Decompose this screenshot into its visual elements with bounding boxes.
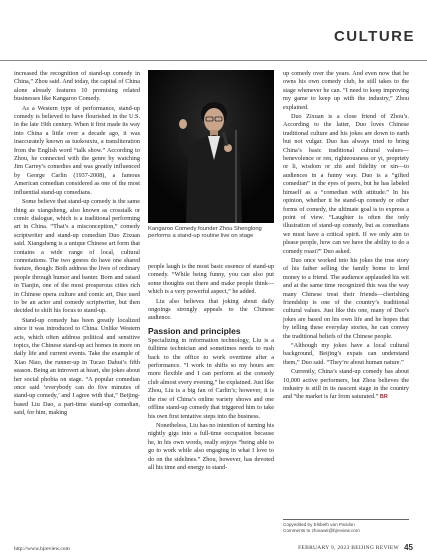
section-subheading: Passion and principles: [148, 325, 241, 336]
performer-photo: [148, 70, 274, 223]
article-column-1: [14, 70, 140, 419]
copyedit-note: [283, 519, 409, 534]
article-column-2: [148, 263, 274, 473]
photo-caption: Kangaroo Comedy founder Zhou Shenglong performs a stand-up routine live on stage: [148, 226, 262, 239]
paragraph: Stand-up comedy has been greatly localized since it was introduced to China. Unlike Western acts, which often address political and sensitive topics, the Chinese stand-up act homes in more on daily life and current events. Take the example of Xiao Niao, the runner-up in Tucao Dahui’s fifth season. Being an introvert at heart, she jokes about her social phobia on stage. “A popular comedian once said ‘everybody can do five minutes of stand-up comedy,’ and I agree with that,” Beijing-based Liu Dao, a part-time stand-up comedian, said, for him, making: [14, 316, 140, 417]
paragraph: “Although my jokes have a local cultural background, Beijing’s expats can understand them,” Duo said. “They’re about human nature.”: [283, 342, 409, 366]
paragraph: up comedy over the years. And even now that he owns his own comedy club, he still takes to the stage whenever he can. “I need to keep improving my game to keep up with the industry,” Zhou explained.: [283, 70, 409, 111]
paragraph: Specializing in information technology, Liu is a fulltime technician and sometimes needs to rush back to the office to work overtime after a performance. “I work in shifts so my hours are more flexible and I can perform at the comedy club almost every evening,” he explained. Just like Zhou, Liu is a big fan of Carlin’s; however, it is the rise of China’s online variety shows and one offline stand-up comedy that triggered him to take his own first tentative steps into the business.: [148, 336, 274, 420]
paragraph: Liu also believes that joking about daily ongoings strongly appeals to the Chinese audience.: [148, 297, 274, 322]
article-end-mark: BR: [379, 394, 388, 401]
paragraph: people laugh is the most basic essence of stand-up comedy. “While being funny, you can also put some thoughts out there and make people think—which is a very powerful aspect,” he added.: [148, 263, 274, 296]
paragraph: Nonetheless, Liu has no intention of turning his nightly gigs into a full-time occupation because he, in his own words, really enjoys “being able to go to work while also engaging in what I love to do on the sidelines.” Zhou, however, has devoted all his time and energy to stand-: [148, 421, 274, 471]
paragraph: [283, 368, 409, 402]
paragraph-text: Currently, China’s stand-up comedy has about 10,000 active performers, but Zhou believes the industry is still in its nascent stage in the country and “the market is far from saturated.”: [283, 368, 409, 401]
page-header: [0, 0, 427, 61]
paragraph: Duo once worked into his jokes the true story of his father selling the family home to lend money to a friend. The audience applauded his wit and at the same time recognized this was the way many Chinese treat their friends—cherishing friendship is one of the country’s traditional cultural values. Just like this one, many of Duo’s jokes are based on his own life and he hopes that by telling these everyday stories, he can convey the traditional beliefs of the Chinese people.: [283, 256, 409, 340]
comments-line: Comments to zhouwei@bjreview.com: [283, 528, 360, 533]
page-number: 45: [404, 543, 413, 552]
paragraph: Some believe that stand-up comedy is the same thing as xiangsheng, also known as crosstalk or comic dialogue, which is a traditional performing art in China. “That’s a misconception,” comedy scriptwriter and stand-up comedian Duo Zixuan said. Xiangsheng is a unique Chinese art form that contains a wide range of local, cultural connotations. The two genres do have one shared feature, though: Both address the lives of ordinary people through humor and banter. Born and raised in Tianjin, one of the most prosperous cities rich in Chinese opera culture and comic art, Duo used to be an actor and comedy scriptwriter, but then decided to shift his focus to stand-up.: [14, 198, 140, 315]
footer-issue-date: FEBRUARY 9, 2023 BEIJING REVIEW: [298, 545, 399, 551]
section-title: CULTURE: [333, 28, 415, 45]
paragraph: Duo Zixuan is a close friend of Zhou’s. According to the latter, Duo loves Chinese traditional culture and his jokes are down to earth but not vulgar. Duo has always tried to bring China’s basic traditional cultural values—benevolence or ren, righteousness or yi, propriety or li, wisdom or zhi and fidelity or xin—to audiences in a funny way. Duo is a “gifted comedian” in the eyes of peers, but he has labeled himself as a “comedian with attitude.” In his opinion, whether it be stand-up comedy or other forms of comedy, the ultimate goal is to express a point of view. “Laughter is often the only illustration of stand-up comedy, but as comedians we must have a critical spirit. If we only aim to please people, how can we have the ability to do a comedy roast?” Duo asked.: [283, 113, 409, 255]
copyeditor-line: Copyedited by Elsbeth van Paridon: [283, 522, 355, 527]
footer-url[interactable]: http://www.bjreview.com: [14, 546, 70, 552]
paragraph: increased the recognition of stand-up comedy in China,” Zhou said. And today, the capital of China alone already features 10 promising related businesses like Kangaroo Comedy.: [14, 70, 140, 103]
paragraph: As a Western type of performance, stand-up comedy is believed to have flourished in the U.S. in the late 19th century. When it first made its way into China a little over a decade ago, it was inaccurately known as tuokouxiu, a transliteration from the English word “talk show.” According to Zhou, he connected with the genre by watching Jim Carrey’s comedies and was greatly influenced by George Carlin (1937-2008), a famous American comedian considered as one of the most influential stand-up comedians.: [14, 104, 140, 196]
photo-illustration: [148, 70, 274, 223]
article-column-3: [283, 70, 409, 403]
